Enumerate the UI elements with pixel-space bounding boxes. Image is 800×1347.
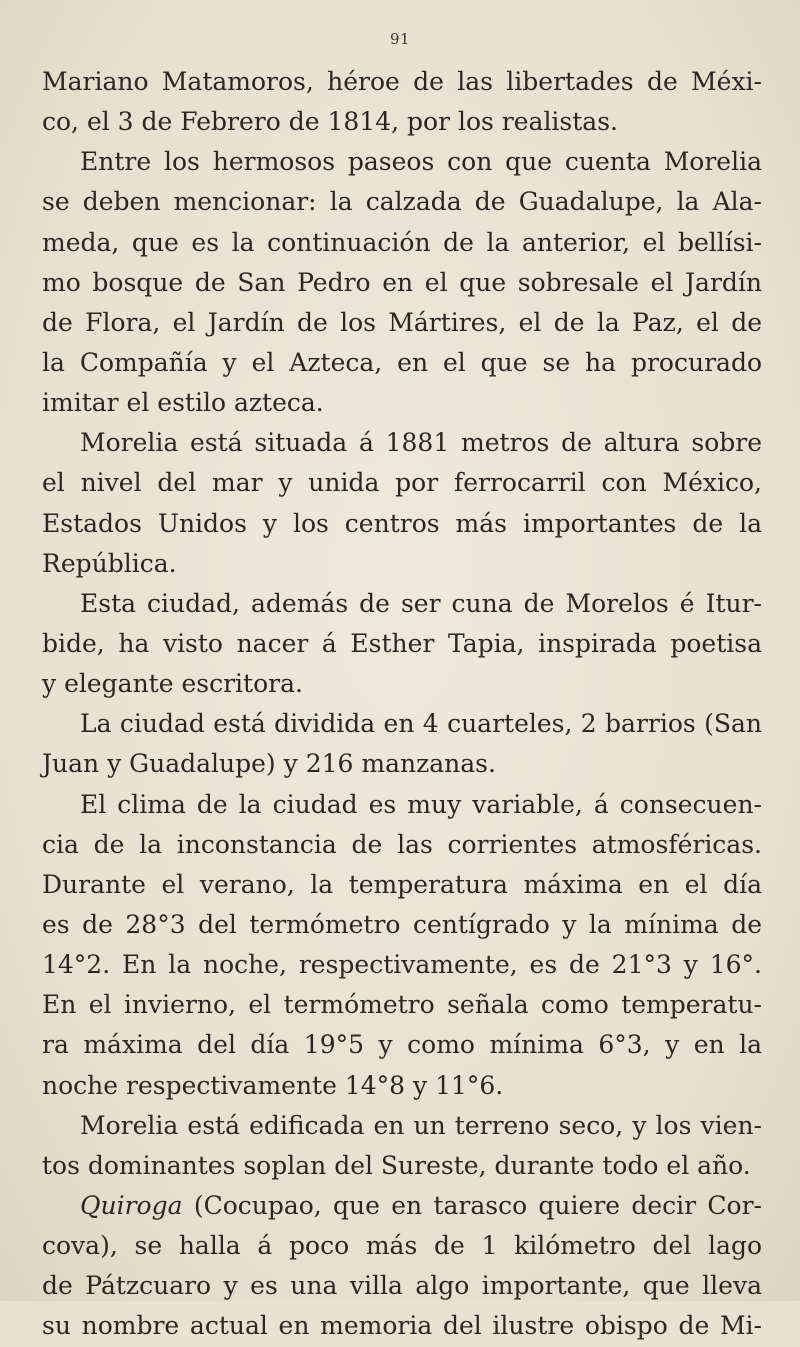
- text-line: se deben mencionar: la calzada de Guadalupe, la Ala-: [42, 187, 762, 217]
- text-line: El clima de la ciudad es muy variable, á consecuen-: [80, 789, 762, 819]
- text-line: Entre los hermosos paseos con que cuenta Morelia: [80, 147, 762, 177]
- text-line: [42, 1186, 762, 1226]
- text-line: Estados Unidos y los centros más importantes de la: [42, 508, 762, 538]
- page-number: 91: [389, 30, 411, 48]
- text-line: ra máxima del día 19°5 y como mínima 6°3, y en la: [42, 1030, 762, 1060]
- text-line: la Compañía y el Azteca, en el que se ha procurado: [42, 347, 762, 377]
- text-line: y elegante escritora.: [42, 669, 303, 699]
- text-line: Esta ciudad, además de ser cuna de Morelos é Itur-: [80, 588, 762, 618]
- text-line: meda, que es la continuación de la anterior, el bellísi-: [42, 227, 762, 257]
- text-line: su nombre actual en memoria del ilustre obispo de Mi-: [42, 1311, 762, 1341]
- text-line: cia de la inconstancia de las corrientes atmosféricas.: [42, 829, 762, 859]
- text-line: es de 28°3 del termómetro centígrado y la mínima de: [42, 909, 762, 939]
- text-line: bide, ha visto nacer á Esther Tapia, inspirada poetisa: [42, 628, 762, 658]
- text-line: noche respectivamente 14°8 y 11°6.: [42, 1070, 504, 1100]
- text-line: tos dominantes soplan del Sureste, durante todo el año.: [42, 1150, 751, 1180]
- text-line: 14°2. En la noche, respectivamente, es de 21°3 y 16°.: [42, 950, 762, 980]
- text-line: Durante el verano, la temperatura máxima en el día: [42, 869, 762, 899]
- text-line: Juan y Guadalupe) y 216 manzanas.: [42, 749, 496, 779]
- text-line: cova), se halla á poco más de 1 kilómetro del lago: [42, 1231, 762, 1261]
- body-text: [42, 62, 762, 1347]
- text-line: República.: [42, 548, 177, 578]
- text-line: Mariano Matamoros, héroe de las libertades de Méxi-: [42, 67, 762, 96]
- text-line-rest: (Cocupao, que en tarasco quiere decir Cor-: [182, 1190, 762, 1220]
- text-line: de Flora, el Jardín de los Mártires, el de la Paz, el de: [42, 307, 762, 337]
- text-line: mo bosque de San Pedro en el que sobresale el Jardín: [42, 267, 762, 297]
- text-line: imitar el estilo azteca.: [42, 388, 324, 418]
- text-line: En el invierno, el termómetro señala como temperatu-: [42, 990, 762, 1020]
- text-line: Morelia está situada á 1881 metros de altura sobre: [80, 428, 762, 458]
- text-line: de Pátzcuaro y es una villa algo importante, que lleva: [42, 1271, 762, 1301]
- text-line: el nivel del mar y unida por ferrocarril con México,: [42, 468, 762, 498]
- text-line: co, el 3 de Febrero de 1814, por los realistas.: [42, 107, 618, 137]
- place-name: Quiroga: [80, 1190, 183, 1220]
- text-line: La ciudad está dividida en 4 cuarteles, 2 barrios (San: [80, 709, 762, 739]
- text-line: Morelia está edificada en un terreno seco, y los vien-: [80, 1110, 762, 1140]
